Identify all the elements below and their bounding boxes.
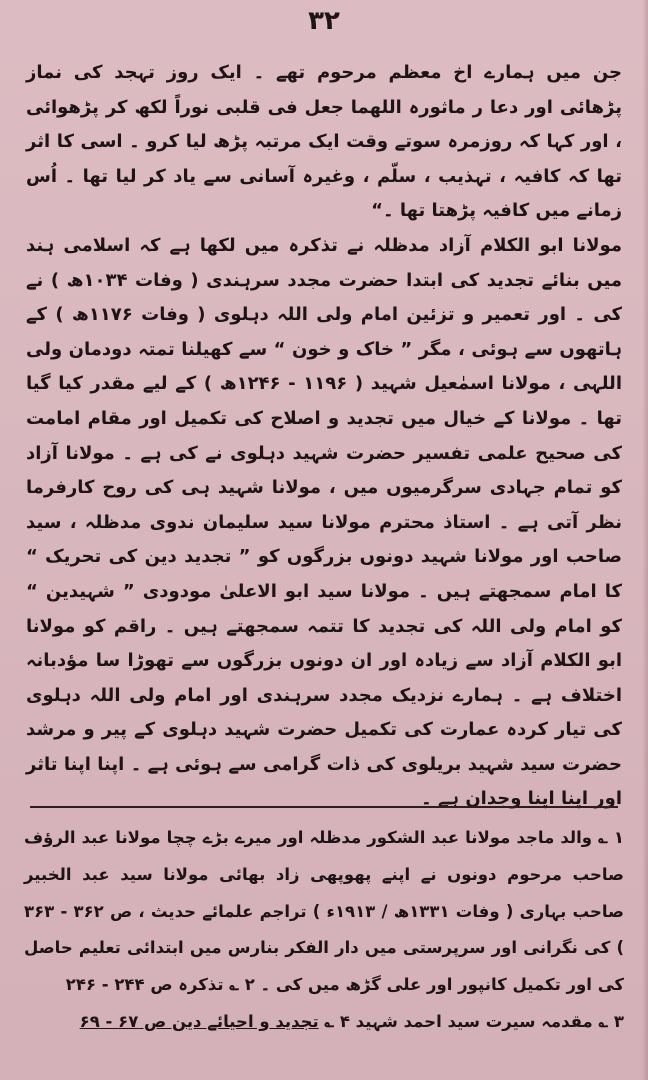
footnote-divider (30, 806, 618, 808)
footnote-text: ۱ ؎ والد ماجد مولانا عبد الشکور مدظلہ اور میرے بڑے چچا مولانا عبد الرؤف صاحب مرحوم دونوں نے اپنے پھوپھی زاد بھائی مولانا سید عبد الخبیر صاحب بہاری ( وفات ۱۳۳۱ھ / ۱۹۱۳ء ) تراجم علمائے حدیث ، ص ۳۶۲ - ۳۶۳ ) کی نگرانی اور سرپرستی میں دار الفکر بنارس میں ابتدائی تعلیم حاصل کی اور تکمیل کانپور اور علی گڑھ میں کی ۔ ۲ ؎ تذکرہ ص ۲۴۴ - ۲۴۶ (24, 828, 625, 995)
page-edge-shadow (642, 0, 648, 1080)
footnote-last-line (24, 1004, 624, 1041)
footnote-last-underlined: تجدید و احیائے دین ص ۶۷ - ۶۹ (79, 1011, 319, 1031)
main-text (26, 56, 622, 817)
footnote-last-prefix: ۳ ؎ مقدمہ سیرت سید احمد شہید ۴ ؎ (318, 1011, 624, 1031)
paragraph-quote-end: جن میں ہمارے اخ معظم مرحوم تھے ۔ ایک روز تہجد کی نماز پڑھائی اور دعا ر ماثورہ اللهما جعل فی قلبی نوراً لکھ کر پڑھوائی ، اور کہا کہ روزمرہ سوتے وقت ایک مرتبہ پڑھ لیا کرو ۔ اسی کا اثر تھا کہ کافیہ ، تہذیب ، سلّم ، وغیرہ آسانی سے یاد کر لیا تھا ۔ اُس زمانے میں کافیہ پڑھتا تھا ۔“ (26, 62, 622, 222)
page-number: ۳۲ (308, 6, 340, 36)
paragraph-tajdid: مولانا ابو الکلام آزاد مدظلہ نے تذکرہ میں لکھا ہے کہ اسلامی ہند میں بنائے تجدید کی ابتدا حضرت مجدد سرہندی ( وفات ۱۰۳۴ھ ) نے کی ۔ اور تعمیر و تزئین امام ولی اللہ دہلوی ( وفات ۱۱۷۶ھ ) کے ہاتھوں سے ہوئی ، مگر ” خاک و خون “ سے کھیلنا تمتہ دودمان ولی اللہی ، مولانا اسمٰعیل شہید ( ۱۱۹۶ - ۱۲۴۶ھ ) کے لیے مقدر کیا گیا تھا ۔ مولانا کے خیال میں تجدید و اصلاح کی تکمیل اور مقام امامت کی صحیح علمی تفسیر حضرت شہید دہلوی نے کی ہے ۔ مولانا آزاد کو تمام جہادی سرگرمیوں میں ، مولانا شہید ہی کی روح کارفرما نظر آتی ہے ۔ استاذ محترم مولانا سید سلیمان ندوی مدظلہ ، سید صاحب اور مولانا شہید دونوں بزرگوں کو ” تجدید دین کی تحریک “ کا امام سمجھتے ہیں ۔ مولانا سید ابو الاعلیٰ مودودی ” شہیدین “ کو امام ولی اللہ کی تجدید کا تتمہ سمجھتے ہیں ۔ راقم کو مولانا ابو الکلام آزاد سے زیادہ اور ان دونوں بزرگوں سے تھوڑا سا مؤدبانہ اختلاف ہے ۔ ہمارے نزدیک مجدد سرہندی اور امام ولی اللہ دہلوی کی تیار کردہ عمارت کی تکمیل حضرت شہید دہلوی کے پیر و مرشد حضرت سید شہید بریلوی کی ذات گرامی سے ہوئی ہے ۔ اپنا اپنا تاثر اور اپنا اپنا وجدان ہے ۔ (26, 234, 622, 810)
footnotes (24, 820, 624, 1041)
